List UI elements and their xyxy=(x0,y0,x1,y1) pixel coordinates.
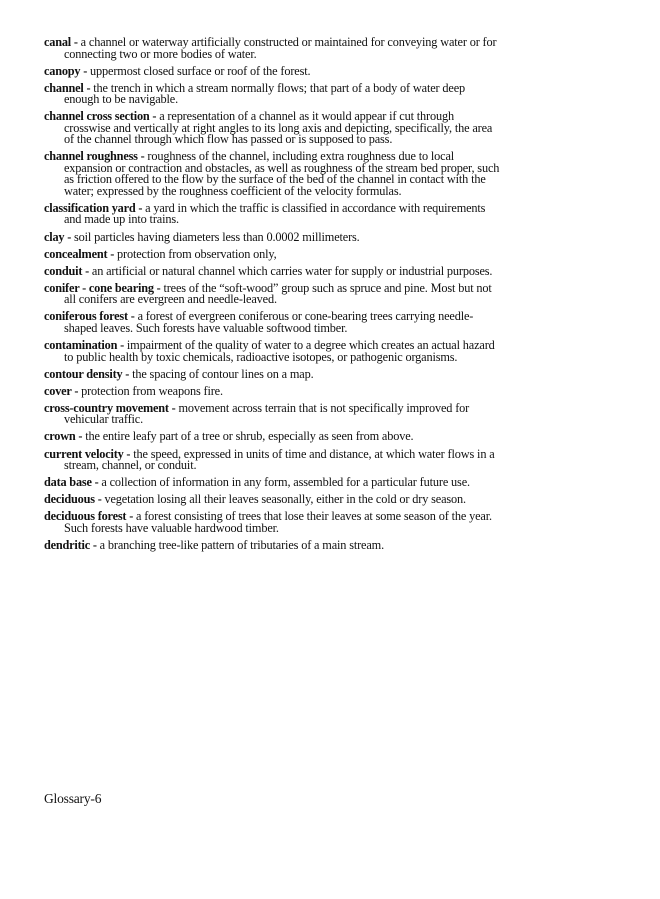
glossary-entry-conduit xyxy=(44,263,502,278)
glossary-entry-cross-country-movement xyxy=(44,400,502,427)
glossary-definition: a forest consisting of trees that lose their leaves at some season of the year. Such forests have valuable hardwood timber. xyxy=(64,509,492,535)
glossary-definition: the entire leafy part of a tree or shrub, especially as seen from above. xyxy=(85,429,414,444)
glossary-term: crown - xyxy=(44,429,86,444)
glossary-entry-coniferous-forest xyxy=(44,311,502,334)
glossary-term: dendritic - xyxy=(44,537,100,552)
glossary-entry-contour-density xyxy=(44,366,502,381)
glossary-definition: a branching tree-like pattern of tributaries of a main stream. xyxy=(99,537,385,552)
glossary-definition: soil particles having diameters less than 0.0002 millimeters. xyxy=(74,229,360,244)
glossary-term: classification yard - xyxy=(44,200,146,215)
glossary-entry-deciduous-forest xyxy=(44,511,502,534)
glossary-term: channel - xyxy=(44,80,94,95)
glossary-term: coniferous forest - xyxy=(44,309,138,324)
glossary-definition: an artificial or natural channel which carries water for supply or industrial purposes. xyxy=(91,263,493,278)
glossary-definition: protection from observation only, xyxy=(117,246,277,261)
glossary-term: channel roughness - xyxy=(44,149,148,164)
glossary-definition: vegetation losing all their leaves seasonally, either in the cold or dry season. xyxy=(104,492,466,507)
glossary-entry-channel xyxy=(44,80,502,107)
glossary-entry-dendritic xyxy=(44,537,502,552)
glossary-term: canal - xyxy=(44,35,81,49)
glossary-definition: a forest of evergreen coniferous or cone-bearing trees carrying needle-shaped leaves. Such forests have valuable softwood timber. xyxy=(64,309,474,335)
glossary-term: cover - xyxy=(44,383,82,398)
glossary-term: current velocity - xyxy=(44,446,134,461)
glossary-definition: a representation of a channel as it would appear if cut through crosswise and vertically at right angles to its long axis and depicting, specifically, the area of the channel through which flow has passed or is supposed to pass. xyxy=(64,109,493,147)
glossary-definition: roughness of the channel, including extra roughness due to local expansion or contraction and obstacles, as well as roughness of the stream bed proper, such as friction offered to the flow by the surface of the bed of the channel in contact with the water; expressed by the roughness coefficient of the velocity formulas. xyxy=(64,149,500,198)
glossary-term: conifer - cone bearing - xyxy=(44,280,164,295)
glossary-definition: the spacing of contour lines on a map. xyxy=(132,366,314,381)
glossary-entry-deciduous xyxy=(44,494,502,506)
glossary-definition: a channel or waterway artificially constructed or maintained for conveying water or for connecting two or more bodies of water. xyxy=(64,35,497,61)
glossary-entry-crown xyxy=(44,431,502,443)
glossary-term: clay - xyxy=(44,229,75,244)
glossary-definition: the trench in which a stream normally flows; that part of a body of water deep enough to be navigable. xyxy=(64,80,466,107)
glossary-term: canopy - xyxy=(44,63,91,78)
glossary-entry-concealment xyxy=(44,246,502,261)
glossary-definition: movement across terrain that is not specifically improved for vehicular traffic. xyxy=(64,400,470,427)
glossary-entry-current-velocity xyxy=(44,446,502,472)
glossary-entry-cover xyxy=(44,383,502,398)
glossary-definition: a collection of information in any form, assembled for a particular future use. xyxy=(101,475,470,490)
glossary-term: contour density - xyxy=(44,366,133,381)
glossary-term: deciduous forest - xyxy=(44,509,136,524)
glossary-term: data base - xyxy=(44,475,102,490)
glossary-entry-conifer xyxy=(44,280,502,307)
glossary-list xyxy=(44,37,502,557)
glossary-term: deciduous - xyxy=(44,492,105,507)
glossary-entry-classification-yard xyxy=(44,200,502,227)
glossary-entry-contamination xyxy=(44,340,502,363)
page-number: Glossary-6 xyxy=(44,791,102,806)
glossary-term: cross-country movement - xyxy=(44,400,179,415)
glossary-definition: the speed, expressed in units of time and distance, at which water flows in a stream, channel, or conduit. xyxy=(64,446,495,472)
glossary-definition: uppermost closed surface or roof of the forest. xyxy=(90,63,311,78)
glossary-definition: trees of the “soft-wood” group such as spruce and pine. Most but not all conifers are evergreen and needle-leaved. xyxy=(64,280,492,307)
glossary-entry-canal xyxy=(44,37,502,60)
glossary-definition: protection from weapons fire. xyxy=(81,383,223,398)
glossary-entry-channel-cross-section xyxy=(44,111,502,146)
glossary-term: contamination - xyxy=(44,338,127,353)
glossary-entry-clay xyxy=(44,229,502,244)
glossary-term: conduit - xyxy=(44,263,92,278)
glossary-entry-channel-roughness xyxy=(44,151,502,197)
glossary-definition: a yard in which the traffic is classified in accordance with requirements and made up into trains. xyxy=(64,200,486,227)
glossary-definition: impairment of the quality of water to a degree which creates an actual hazard to public health by toxic chemicals, radioactive isotopes, or pathogenic organisms. xyxy=(64,338,495,364)
glossary-entry-data-base xyxy=(44,477,502,489)
glossary-entry-canopy xyxy=(44,63,502,78)
glossary-term: channel cross section - xyxy=(44,109,160,124)
glossary-term: concealment - xyxy=(44,246,118,261)
